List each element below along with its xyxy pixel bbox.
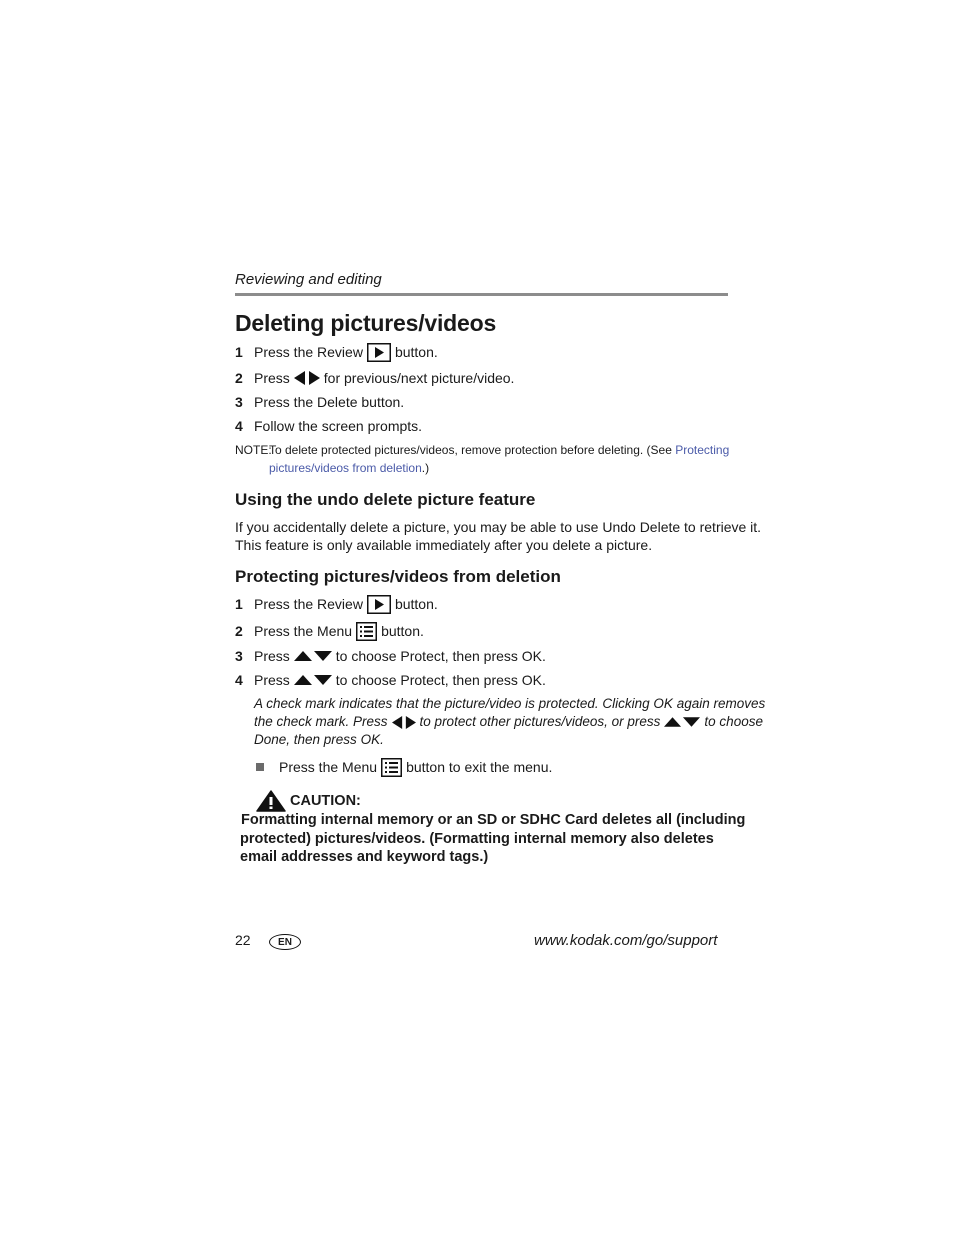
step-text: Press	[254, 370, 290, 386]
step-number: 4	[235, 672, 243, 688]
explanation-text: the check mark. Press	[254, 714, 388, 729]
language-badge	[269, 934, 301, 950]
undo-paragraph-line-1: If you accidentally delete a picture, you may be able to use Undo Delete to retrieve it.	[235, 519, 762, 535]
step-text: Press the Review	[254, 596, 363, 612]
page-number: 22	[235, 932, 251, 948]
step-text: to choose Protect, then press OK.	[335, 672, 546, 688]
bullet-text: button to exit the menu.	[406, 759, 553, 775]
caution-line-3: email addresses and keyword tags.)	[240, 849, 489, 865]
protect-step-2	[235, 621, 424, 641]
protect-step-4	[235, 670, 546, 690]
protect-step-3	[235, 646, 546, 666]
explanation-text: A check mark indicates that the picture/video is protected. Clicking OK again removes	[254, 696, 766, 711]
language-badge-text: EN	[278, 936, 292, 948]
left-right-arrows-icon	[392, 715, 416, 730]
caution-line-2: protected) pictures/videos. (Formatting internal memory also deletes	[240, 831, 714, 847]
step-text: button.	[394, 596, 438, 612]
review-button-icon	[367, 595, 391, 614]
section-title-undo: Using the undo delete picture feature	[235, 490, 536, 509]
explanation-text: to protect other pictures/videos, or press	[419, 714, 661, 729]
exit-menu-bullet	[256, 757, 552, 777]
section-title-protecting: Protecting pictures/videos from deletion	[235, 567, 561, 586]
note-line-2	[269, 459, 429, 477]
delete-step-4	[235, 416, 422, 436]
step-number: 2	[235, 370, 243, 386]
note-label: NOTE:	[235, 443, 272, 457]
note-link[interactable]: Protecting	[675, 443, 730, 457]
review-button-icon	[367, 343, 391, 362]
up-down-arrows-icon	[664, 716, 700, 728]
step-number: 1	[235, 596, 243, 612]
protect-step-1	[235, 594, 438, 614]
delete-step-2	[235, 368, 514, 388]
step-text: button.	[394, 344, 438, 360]
bullet-square	[256, 763, 264, 771]
step-text: Press the Menu	[254, 623, 353, 639]
step-number: 2	[235, 623, 243, 639]
undo-paragraph-line-2: This feature is only available immediately after you delete a picture.	[235, 537, 653, 553]
step-number: 3	[235, 648, 243, 664]
step-text: to choose Protect, then press OK.	[335, 648, 546, 664]
menu-button-icon	[381, 758, 402, 777]
step-text: Follow the screen prompts.	[254, 418, 423, 434]
left-right-arrows-icon	[294, 370, 320, 386]
warning-triangle-icon	[256, 790, 286, 812]
step-text: button.	[381, 623, 424, 639]
protect-explanation-line-1	[254, 695, 765, 713]
menu-button-icon	[356, 622, 377, 641]
explanation-text: to choose	[704, 714, 763, 729]
step-number: 3	[235, 394, 243, 410]
note-text-end: .)	[421, 461, 430, 475]
step-text: Press	[254, 648, 290, 664]
up-down-arrows-icon	[294, 650, 332, 662]
caution-label: CAUTION:	[290, 793, 361, 809]
protect-explanation-line-3	[254, 731, 384, 749]
note-line-1	[235, 441, 729, 459]
caution-line-1: Formatting internal memory or an SD or SDHC Card deletes all (including	[241, 812, 746, 828]
running-head: Reviewing and editing	[235, 271, 382, 288]
support-url[interactable]: www.kodak.com/go/support	[534, 932, 718, 949]
step-text: for previous/next picture/video.	[323, 370, 515, 386]
delete-step-3	[235, 392, 404, 412]
caution-heading	[256, 790, 361, 812]
protect-explanation-line-2	[254, 713, 763, 731]
step-number: 4	[235, 418, 243, 434]
step-text: Press	[254, 672, 290, 688]
step-number: 1	[235, 344, 243, 360]
explanation-text: Done, then press OK.	[254, 732, 384, 747]
note-text: To delete protected pictures/videos, remove protection before deleting. (See	[269, 443, 676, 457]
note-link[interactable]: pictures/videos from deletion	[269, 461, 422, 475]
section-title-deleting: Deleting pictures/videos	[235, 310, 497, 336]
header-rule	[235, 293, 728, 296]
up-down-arrows-icon	[294, 674, 332, 686]
bullet-text: Press the Menu	[279, 759, 378, 775]
step-text: Press the Review	[254, 344, 363, 360]
delete-step-1	[235, 342, 438, 362]
step-text: Press the Delete button.	[254, 394, 405, 410]
